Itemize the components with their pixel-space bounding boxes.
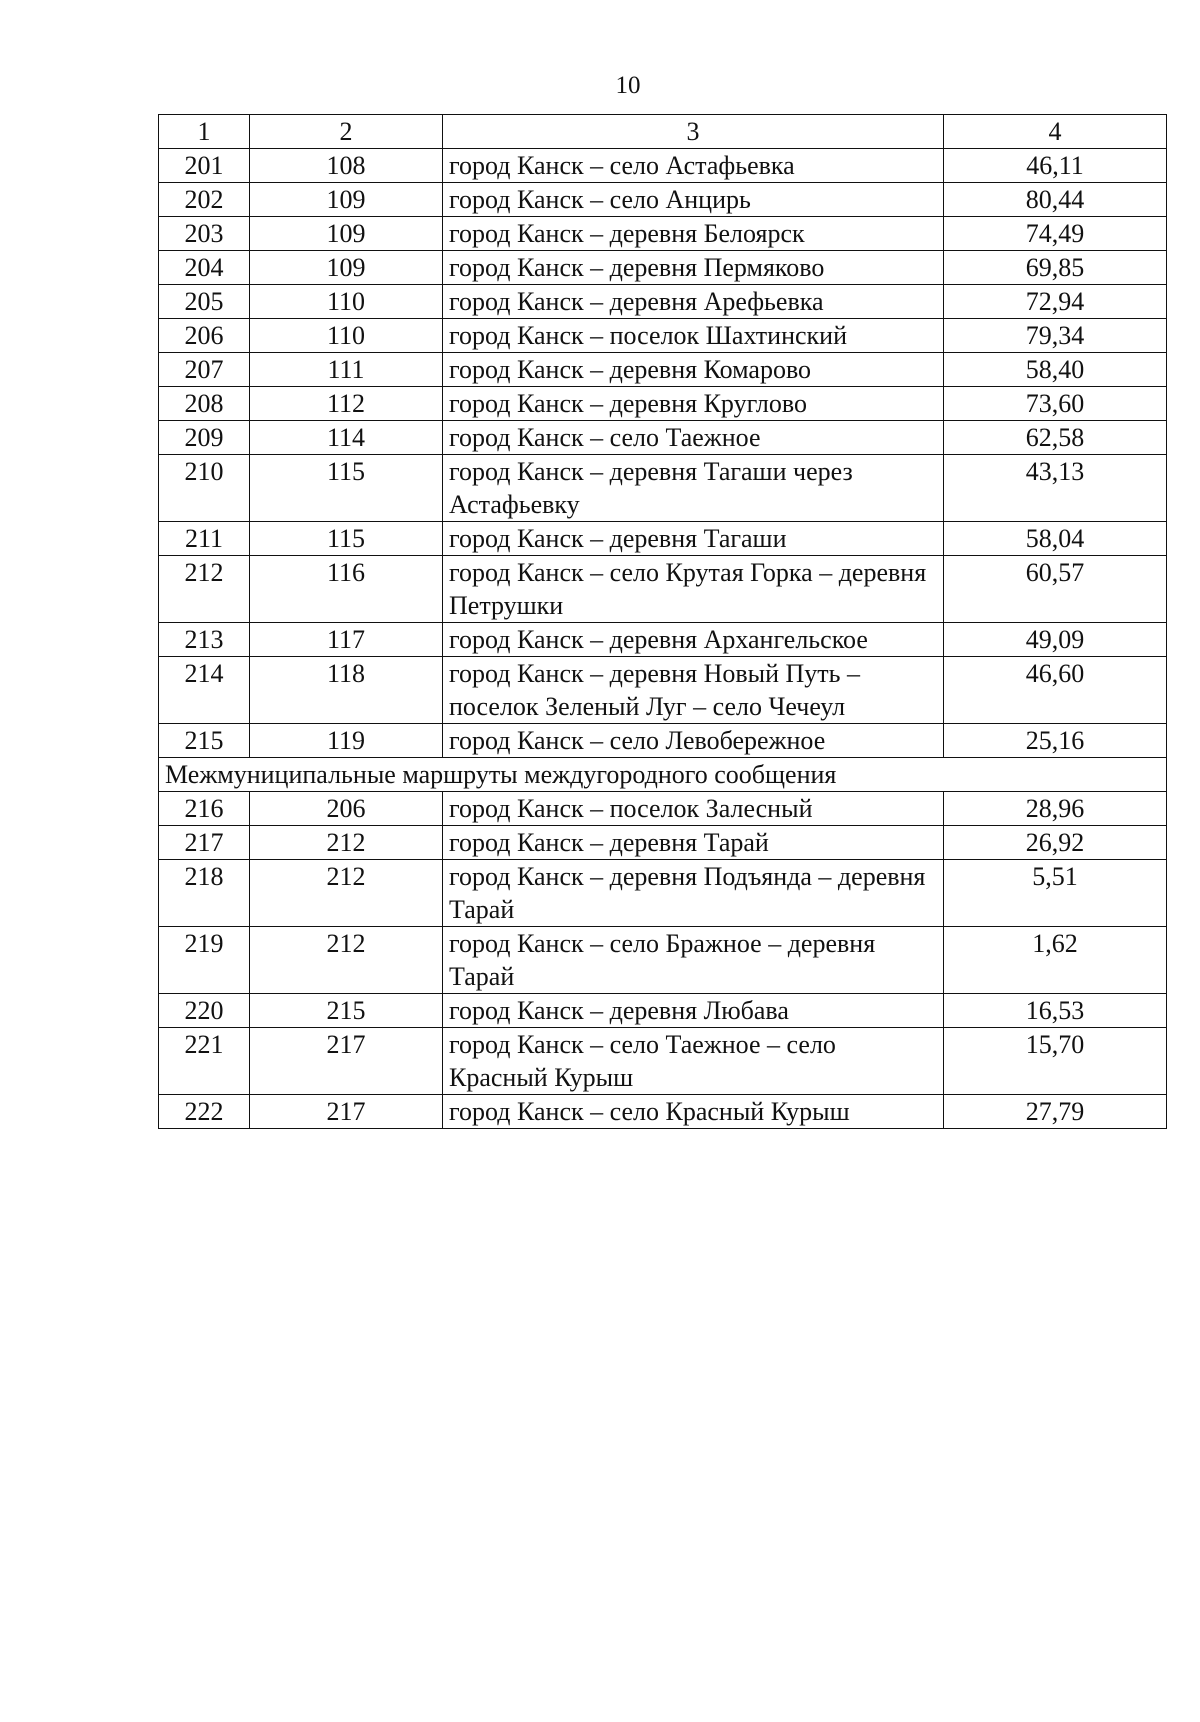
- table-row: [159, 826, 1167, 860]
- table-row: [159, 387, 1167, 421]
- route-value: 1,62: [944, 927, 1167, 994]
- table-row: [159, 860, 1167, 927]
- route-number: 215: [250, 994, 443, 1028]
- route-number: 116: [250, 556, 443, 623]
- route-value: 74,49: [944, 217, 1167, 251]
- header-cell-2: 2: [250, 115, 443, 149]
- page-number: 10: [615, 72, 641, 99]
- route-value: 58,40: [944, 353, 1167, 387]
- row-number: 201: [159, 149, 250, 183]
- row-number: 218: [159, 860, 250, 927]
- row-number: 214: [159, 657, 250, 724]
- route-value: 27,79: [944, 1095, 1167, 1129]
- route-name: город Канск – деревня Комарово: [443, 353, 944, 387]
- row-number: 219: [159, 927, 250, 994]
- route-name: город Канск – село Левобережное: [443, 724, 944, 758]
- route-number: 110: [250, 319, 443, 353]
- row-number: 216: [159, 792, 250, 826]
- route-value: 79,34: [944, 319, 1167, 353]
- route-value: 80,44: [944, 183, 1167, 217]
- route-value: 26,92: [944, 826, 1167, 860]
- route-number: 111: [250, 353, 443, 387]
- table-row: [159, 353, 1167, 387]
- row-number: 210: [159, 455, 250, 522]
- row-number: 221: [159, 1028, 250, 1095]
- row-number: 211: [159, 522, 250, 556]
- route-number: 217: [250, 1028, 443, 1095]
- route-number: 115: [250, 522, 443, 556]
- route-name: город Канск – деревня Архангельское: [443, 623, 944, 657]
- row-number: 203: [159, 217, 250, 251]
- row-number: 206: [159, 319, 250, 353]
- route-value: 49,09: [944, 623, 1167, 657]
- route-number: 109: [250, 183, 443, 217]
- row-number: 212: [159, 556, 250, 623]
- row-number: 209: [159, 421, 250, 455]
- table-row: [159, 149, 1167, 183]
- table-row: [159, 623, 1167, 657]
- route-value: 46,11: [944, 149, 1167, 183]
- header-cell-4: 4: [944, 115, 1167, 149]
- row-number: 222: [159, 1095, 250, 1129]
- route-number: 212: [250, 927, 443, 994]
- table-row: [159, 421, 1167, 455]
- row-number: 217: [159, 826, 250, 860]
- row-number: 204: [159, 251, 250, 285]
- table-row: [159, 556, 1167, 623]
- row-number: 220: [159, 994, 250, 1028]
- route-number: 117: [250, 623, 443, 657]
- row-number: 213: [159, 623, 250, 657]
- header-cell-1: 1: [159, 115, 250, 149]
- route-value: 16,53: [944, 994, 1167, 1028]
- route-value: 62,58: [944, 421, 1167, 455]
- route-value: 73,60: [944, 387, 1167, 421]
- route-name: город Канск – деревня Тагаши через Астафьевку: [443, 455, 944, 522]
- table-row: [159, 994, 1167, 1028]
- route-number: 114: [250, 421, 443, 455]
- route-number: 119: [250, 724, 443, 758]
- route-name: город Канск – село Астафьевка: [443, 149, 944, 183]
- section-row: [159, 758, 1167, 792]
- row-number: 207: [159, 353, 250, 387]
- route-value: 60,57: [944, 556, 1167, 623]
- route-name: город Канск – деревня Арефьевка: [443, 285, 944, 319]
- route-number: 212: [250, 826, 443, 860]
- route-name: город Канск – село Крутая Горка – деревня Петрушки: [443, 556, 944, 623]
- route-number: 112: [250, 387, 443, 421]
- route-name: город Канск – поселок Шахтинский: [443, 319, 944, 353]
- table-row: [159, 285, 1167, 319]
- route-value: 69,85: [944, 251, 1167, 285]
- route-name: город Канск – деревня Круглово: [443, 387, 944, 421]
- route-value: 28,96: [944, 792, 1167, 826]
- route-number: 108: [250, 149, 443, 183]
- table-row: [159, 724, 1167, 758]
- route-value: 43,13: [944, 455, 1167, 522]
- table-row: [159, 217, 1167, 251]
- row-number: 205: [159, 285, 250, 319]
- route-name: город Канск – деревня Подъянда – деревня Тарай: [443, 860, 944, 927]
- row-number: 215: [159, 724, 250, 758]
- route-name: город Канск – село Таежное – село Красный Курыш: [443, 1028, 944, 1095]
- table-row: [159, 927, 1167, 994]
- table-header-row: [159, 115, 1167, 149]
- route-number: 109: [250, 251, 443, 285]
- route-number: 118: [250, 657, 443, 724]
- route-name: город Канск – деревня Тарай: [443, 826, 944, 860]
- route-name: город Канск – село Таежное: [443, 421, 944, 455]
- section-title: Межмуниципальные маршруты междугородного сообщения: [159, 758, 1167, 792]
- route-number: 212: [250, 860, 443, 927]
- table-row: [159, 792, 1167, 826]
- route-number: 110: [250, 285, 443, 319]
- route-number: 217: [250, 1095, 443, 1129]
- routes-table: [158, 114, 1167, 1129]
- table-row: [159, 657, 1167, 724]
- route-name: город Канск – деревня Пермяково: [443, 251, 944, 285]
- table-row: [159, 319, 1167, 353]
- table-row: [159, 455, 1167, 522]
- route-name: город Канск – деревня Тагаши: [443, 522, 944, 556]
- route-value: 46,60: [944, 657, 1167, 724]
- table-row: [159, 251, 1167, 285]
- table-row: [159, 1028, 1167, 1095]
- row-number: 202: [159, 183, 250, 217]
- table-row: [159, 522, 1167, 556]
- route-name: город Канск – деревня Белоярск: [443, 217, 944, 251]
- route-number: 115: [250, 455, 443, 522]
- table-row: [159, 183, 1167, 217]
- route-name: город Канск – деревня Любава: [443, 994, 944, 1028]
- route-value: 72,94: [944, 285, 1167, 319]
- header-cell-3: 3: [443, 115, 944, 149]
- route-value: 25,16: [944, 724, 1167, 758]
- route-number: 109: [250, 217, 443, 251]
- route-value: 5,51: [944, 860, 1167, 927]
- row-number: 208: [159, 387, 250, 421]
- route-name: город Канск – село Анцирь: [443, 183, 944, 217]
- route-name: город Канск – поселок Залесный: [443, 792, 944, 826]
- route-name: город Канск – село Красный Курыш: [443, 1095, 944, 1129]
- route-number: 206: [250, 792, 443, 826]
- route-name: город Канск – деревня Новый Путь – поселок Зеленый Луг – село Чечеул: [443, 657, 944, 724]
- table-row: [159, 1095, 1167, 1129]
- route-value: 58,04: [944, 522, 1167, 556]
- route-name: город Канск – село Бражное – деревня Тарай: [443, 927, 944, 994]
- route-value: 15,70: [944, 1028, 1167, 1095]
